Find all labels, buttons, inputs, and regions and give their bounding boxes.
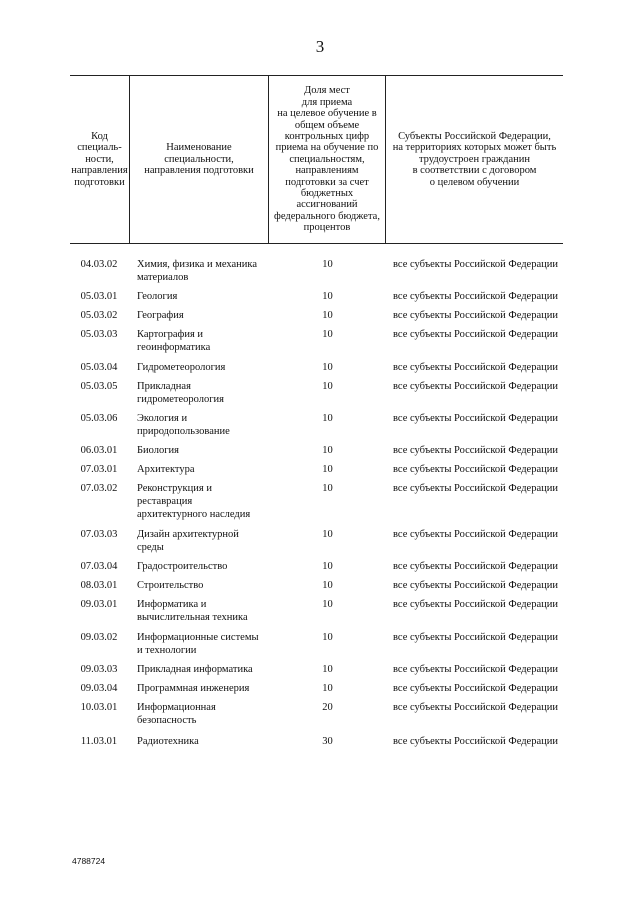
row-code: 05.03.04 — [80, 362, 118, 373]
row-regions: все субъекты Российской Федерации — [393, 561, 558, 572]
row-share: 10 — [322, 259, 333, 270]
table-header-rule — [70, 243, 563, 244]
row-name: Программная инженерия — [137, 683, 250, 694]
row-regions: все субъекты Российской Федерации — [393, 632, 558, 643]
row-code: 08.03.01 — [80, 580, 118, 591]
row-code: 09.03.01 — [80, 599, 118, 610]
row-share: 10 — [322, 683, 333, 694]
row-code: 05.03.01 — [80, 291, 118, 302]
row-regions: все субъекты Российской Федерации — [393, 702, 558, 713]
row-regions: все субъекты Российской Федерации — [393, 464, 558, 475]
header-name — [130, 76, 268, 243]
header-regions-text: Субъекты Российской Федерации, на территориях которых может быть трудоустроен гражданин в соответствии с договором о целевом обучении — [392, 130, 557, 188]
header-regions — [386, 76, 563, 243]
row-regions: все субъекты Российской Федерации — [393, 329, 558, 340]
row-regions: все субъекты Российской Федерации — [393, 736, 558, 747]
row-share: 10 — [322, 445, 333, 456]
row-regions: все субъекты Российской Федерации — [393, 599, 558, 610]
row-regions: все субъекты Российской Федерации — [393, 483, 558, 494]
row-name: Дизайн архитектурной среды — [137, 529, 239, 553]
row-share: 10 — [322, 599, 333, 610]
row-name: Экология и природопользование — [137, 413, 230, 437]
row-regions: все субъекты Российской Федерации — [393, 381, 558, 392]
row-code: 07.03.01 — [80, 464, 118, 475]
row-share: 10 — [322, 664, 333, 675]
row-regions: все субъекты Российской Федерации — [393, 259, 558, 270]
row-name: Гидрометеорология — [137, 362, 226, 373]
row-regions: все субъекты Российской Федерации — [393, 529, 558, 540]
row-code: 09.03.03 — [80, 664, 118, 675]
row-share: 10 — [322, 329, 333, 340]
row-code: 07.03.03 — [80, 529, 118, 540]
row-code: 07.03.02 — [80, 483, 118, 494]
row-name: Прикладная гидрометеорология — [137, 381, 224, 405]
row-regions: все субъекты Российской Федерации — [393, 683, 558, 694]
page-number: 3 — [315, 37, 325, 56]
header-code-text: Код специаль- ности, направления подготовки — [71, 130, 128, 188]
row-name: Биология — [137, 445, 180, 456]
header-share — [269, 76, 385, 243]
row-regions: все субъекты Российской Федерации — [393, 445, 558, 456]
row-regions: все субъекты Российской Федерации — [393, 362, 558, 373]
row-code: 05.03.02 — [80, 310, 118, 321]
row-code: 05.03.03 — [80, 329, 118, 340]
row-share: 30 — [322, 736, 333, 747]
row-code: 05.03.06 — [80, 413, 118, 424]
row-share: 10 — [322, 464, 333, 475]
row-share: 10 — [322, 413, 333, 424]
row-regions: все субъекты Российской Федерации — [393, 664, 558, 675]
row-code: 09.03.02 — [80, 632, 118, 643]
row-name: Реконструкция и реставрация архитектурного наследия — [137, 483, 251, 520]
row-share: 20 — [322, 702, 333, 713]
row-share: 10 — [322, 561, 333, 572]
row-name: Строительство — [137, 580, 204, 591]
row-code: 04.03.02 — [80, 259, 118, 270]
row-name: Геология — [137, 291, 178, 302]
header-share-text: Доля мест для приема на целевое обучение в общем объеме контрольных цифр приема на обучение по специальностям, направлениям подготовки за счет бюджетных ассигнований федерального бюджета, процентов — [274, 85, 380, 234]
row-name: Информационные системы и технологии — [137, 632, 259, 656]
row-regions: все субъекты Российской Федерации — [393, 580, 558, 591]
row-name: Информационная безопасность — [137, 702, 216, 726]
row-share: 10 — [322, 310, 333, 321]
row-name: Градостроительство — [137, 561, 228, 572]
row-code: 11.03.01 — [80, 736, 118, 747]
row-name: Прикладная информатика — [137, 664, 253, 675]
row-regions: все субъекты Российской Федерации — [393, 310, 558, 321]
row-name: Химия, физика и механика материалов — [137, 259, 257, 283]
header-name-text: Наименование специальности, направления подготовки — [144, 142, 254, 177]
row-regions: все субъекты Российской Федерации — [393, 413, 558, 424]
row-share: 10 — [322, 580, 333, 591]
row-share: 10 — [322, 632, 333, 643]
row-name: География — [137, 310, 184, 321]
row-name: Радиотехника — [137, 736, 199, 747]
row-code: 07.03.04 — [80, 561, 118, 572]
row-code: 09.03.04 — [80, 683, 118, 694]
row-share: 10 — [322, 381, 333, 392]
row-name: Архитектура — [137, 464, 195, 475]
row-code: 06.03.01 — [80, 445, 118, 456]
row-share: 10 — [322, 362, 333, 373]
row-name: Информатика и вычислительная техника — [137, 599, 248, 623]
header-code — [70, 76, 129, 243]
row-share: 10 — [322, 483, 333, 494]
row-share: 10 — [322, 291, 333, 302]
row-code: 05.03.05 — [80, 381, 118, 392]
document-id: 4788724 — [72, 856, 106, 866]
row-regions: все субъекты Российской Федерации — [393, 291, 558, 302]
row-share: 10 — [322, 529, 333, 540]
row-name: Картография и геоинформатика — [137, 329, 211, 353]
row-code: 10.03.01 — [80, 702, 118, 713]
